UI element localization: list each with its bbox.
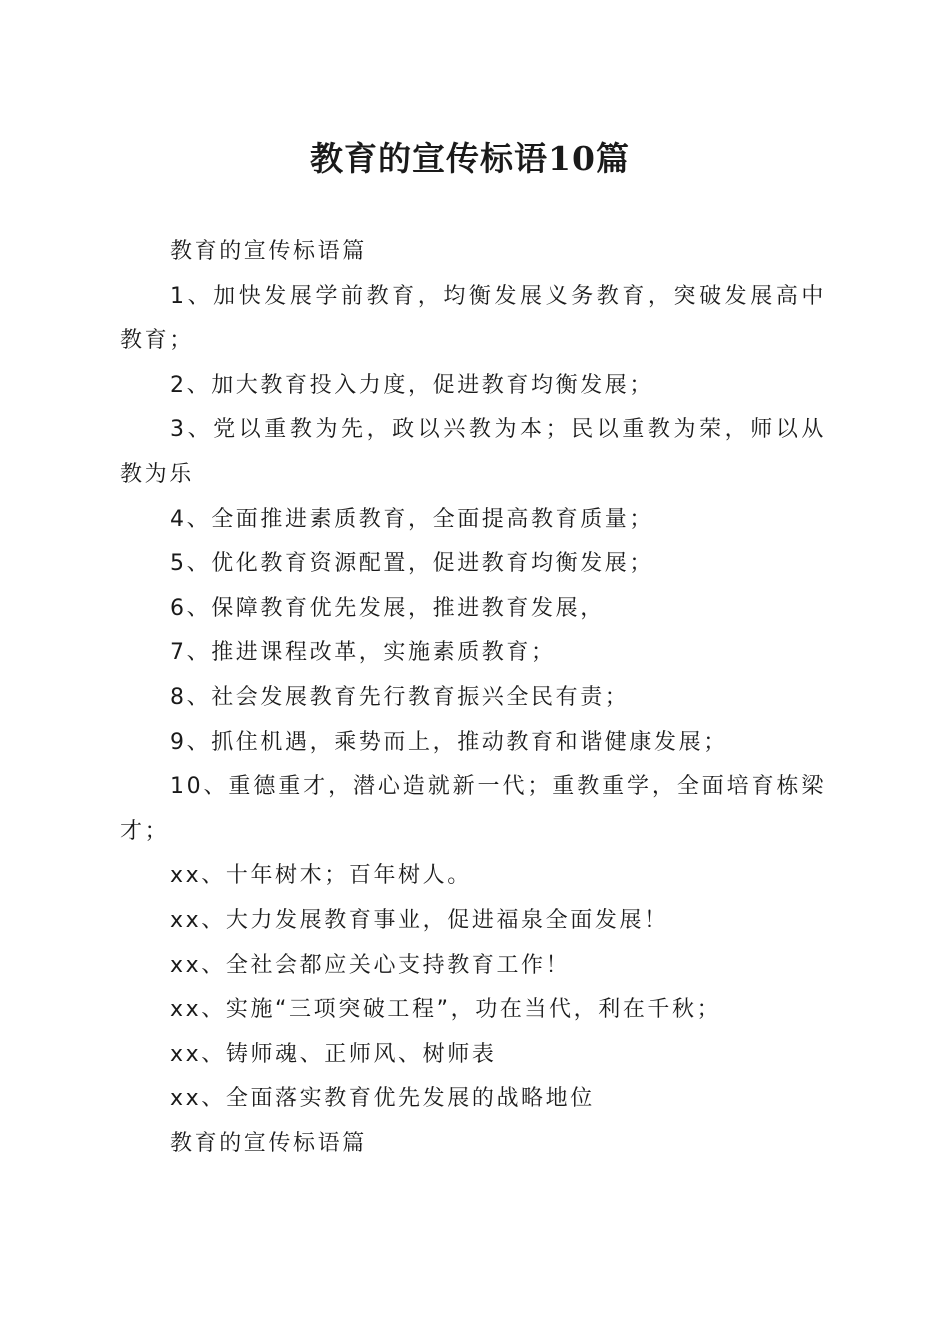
paragraph-slogan-7: 7、推进课程改革，实施素质教育； [170, 640, 556, 666]
paragraph-slogan-10: 10、重德重才，潜心造就新一代；重教重学，全面培育栋梁才； [120, 774, 826, 844]
paragraph-slogan-8: 8、社会发展教育先行教育振兴全民有责； [170, 684, 630, 710]
paragraph-slogan-1: 1、加快发展学前教育，均衡发展义务教育，突破发展高中教育； [120, 283, 826, 354]
document-body [120, 230, 826, 1166]
paragraph-slogan-xx-3: xx、全社会都应关心支持教育工作！ [170, 952, 571, 978]
paragraph-slogan-xx-5: xx、铸师魂、正师风、树师表 [170, 1041, 497, 1067]
paragraph-slogan-xx-1: xx、十年树木；百年树人。 [170, 863, 472, 889]
document-title: 教育的宣传标语10篇 [310, 139, 630, 178]
paragraph-slogan-4: 4、全面推进素质教育，全面提高教育质量； [170, 506, 654, 532]
paragraph-slogan-xx-4: xx、实施“三项突破工程”，功在当代，利在千秋； [170, 997, 722, 1023]
paragraph-section-heading: 教育的宣传标语篇 [170, 239, 367, 264]
paragraph-section-heading-2: 教育的宣传标语篇 [170, 1130, 367, 1156]
paragraph-slogan-xx-2: xx、大力发展教育事业，促进福泉全面发展！ [170, 907, 669, 933]
paragraph-slogan-5: 5、优化教育资源配置，促进教育均衡发展； [170, 551, 654, 577]
paragraph-slogan-6: 6、保障教育优先发展，推进教育发展， [170, 595, 605, 621]
paragraph-slogan-xx-6: xx、全面落实教育优先发展的战略地位 [170, 1086, 595, 1112]
paragraph-slogan-9: 9、抓住机遇，乘势而上，推动教育和谐健康发展； [170, 729, 728, 755]
paragraph-slogan-3: 3、党以重教为先，政以兴教为本；民以重教为荣，师以从教为乐 [120, 417, 826, 487]
paragraph-slogan-2: 2、加大教育投入力度，促进教育均衡发展； [170, 372, 654, 398]
